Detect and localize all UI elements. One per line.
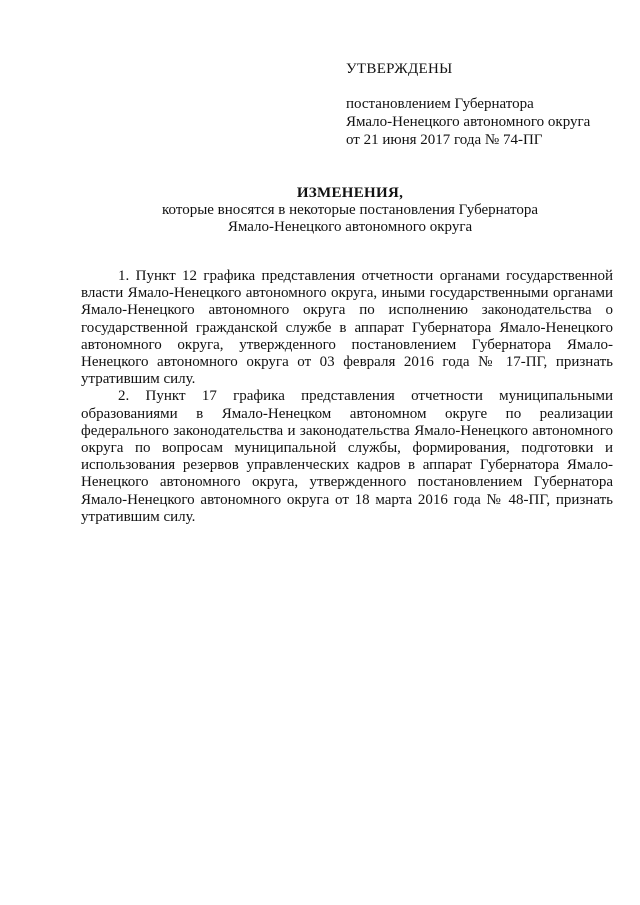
approval-stamp — [346, 60, 626, 149]
document-heading — [80, 185, 620, 236]
document-title: ИЗМЕНЕНИЯ, — [296, 185, 404, 201]
approval-line-3: от 21 июня 2017 года № 74-ПГ — [346, 132, 543, 148]
approval-line-2: Ямало-Ненецкого автономного округа — [346, 114, 591, 130]
document-subtitle-line-1: которые вносятся в некоторые постановления Губернатора — [162, 202, 538, 218]
approved-label: УТВЕРЖДЕНЫ — [346, 61, 453, 77]
approval-line-1: постановлением Губернатора — [346, 96, 534, 112]
paragraph-2: 2. Пункт 17 графика представления отчетности муниципальными образованиями в Ямало-Ненецком автономном округе по реализации федерального законодательства и законодательства Ямало-Ненецкого автономного округа по вопросам муниципальной службы, формирования, подготовки и использования резервов управленческих кадров в аппарат Губернатора Ямало-Ненецкого автономного округа, утвержденного постановлением Губернатора Ямало-Ненецкого автономного округа от 18 марта 2016 года № 48-ПГ, признать утратившим силу. — [81, 388, 613, 525]
paragraph-1: 1. Пункт 12 графика представления отчетности органами государственной власти Ямало-Ненецкого автономного округа, иными государственными органами Ямало-Ненецкого автономного округа по исполнению законодательства о государственной гражданской службе в аппарат Губернатора Ямало-Ненецкого автономного округа, утвержденного постановлением Губернатора Ямало-Ненецкого автономного округа от 03 февраля 2016 года № 17-ПГ, признать утратившим силу. — [81, 268, 613, 388]
document-subtitle-line-2: Ямало-Ненецкого автономного округа — [227, 219, 473, 235]
document-body — [81, 268, 613, 526]
